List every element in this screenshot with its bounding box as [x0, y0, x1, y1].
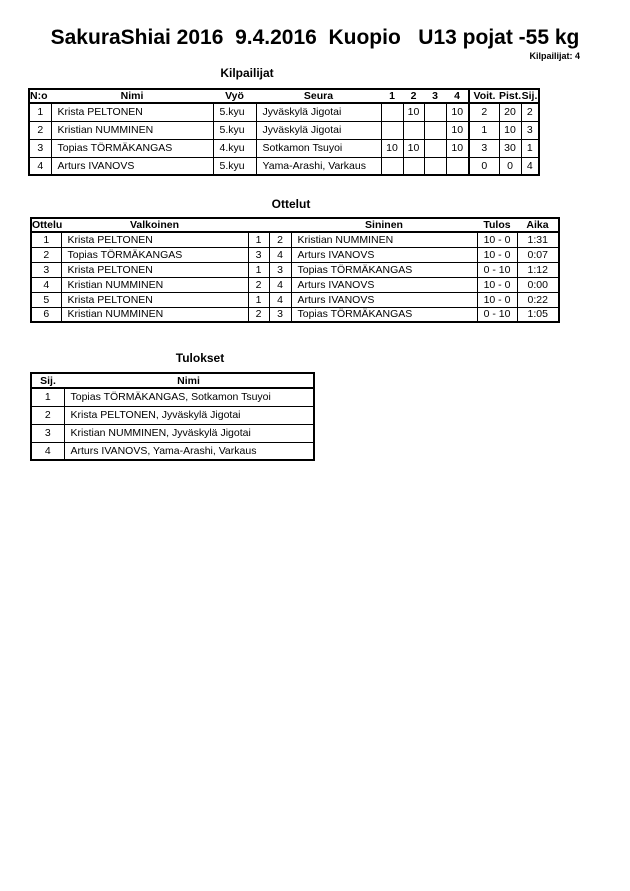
tulokset-header-sij: Sij.: [31, 373, 64, 388]
cell-result: 10 - 0: [477, 292, 517, 307]
tulokset-row: [31, 424, 314, 442]
cell-no: 2: [29, 121, 51, 139]
kilpailijat-header-seura: Seura: [256, 89, 381, 103]
ottelut-row: [31, 232, 559, 247]
cell-match3: [424, 139, 446, 157]
cell-result: 10 - 0: [477, 232, 517, 247]
kilpailijat-row: [29, 139, 539, 157]
cell-seura: Sotkamon Tsuyoi: [256, 139, 381, 157]
cell-match1: [381, 103, 403, 121]
cell-blue-name: Arturs IVANOVS: [291, 292, 477, 307]
tulokset-row: [31, 442, 314, 460]
ottelut-header-row: [31, 218, 559, 232]
ottelut-row: [31, 247, 559, 262]
cell-match3: [424, 103, 446, 121]
kilpailijat-header-sij: Sij.: [521, 90, 538, 102]
cell-blue-no: 4: [269, 277, 291, 292]
section-title-tulokset: Tulokset: [175, 351, 225, 365]
cell-result: 10 - 0: [477, 247, 517, 262]
cell-name-club: Kristian NUMMINEN, Jyväskylä Jigotai: [64, 424, 314, 442]
kilpailijat-row: [29, 103, 539, 121]
cell-sij: 2: [521, 103, 539, 121]
tulokset-row: [31, 388, 314, 406]
cell-result: 0 - 10: [477, 262, 517, 277]
cell-white-no: 2: [248, 277, 269, 292]
cell-nimi: Topias TÖRMÄKANGAS: [51, 139, 213, 157]
cell-voit: 1: [469, 121, 499, 139]
cell-match4: [446, 157, 469, 175]
kilpailijat-table: [28, 88, 540, 176]
kilpailijat-header-c3: 3: [424, 89, 446, 103]
ottelut-header-valkoinen: Valkoinen: [61, 218, 248, 232]
section-title-kilpailijat: Kilpailijat: [220, 66, 274, 80]
cell-match1: [381, 121, 403, 139]
kilpailijat-header-nimi: Nimi: [51, 89, 213, 103]
cell-no: 4: [29, 157, 51, 175]
competitor-count-label: Kilpailijat: 4: [529, 51, 580, 61]
cell-nimi: Kristian NUMMINEN: [51, 121, 213, 139]
cell-name-club: Topias TÖRMÄKANGAS, Sotkamon Tsuyoi: [64, 388, 314, 406]
cell-blue-name: Arturs IVANOVS: [291, 247, 477, 262]
cell-time: 1:05: [517, 307, 559, 322]
kilpailijat-header-c2: 2: [403, 89, 424, 103]
cell-result: 0 - 10: [477, 307, 517, 322]
cell-place: 4: [31, 442, 64, 460]
cell-match-no: 6: [31, 307, 61, 322]
cell-match4: 10: [446, 103, 469, 121]
cell-name-club: Krista PELTONEN, Jyväskylä Jigotai: [64, 406, 314, 424]
kilpailijat-header-pist: Pist.: [499, 90, 522, 102]
cell-place: 3: [31, 424, 64, 442]
cell-blue-no: 2: [269, 232, 291, 247]
cell-voit: 0: [469, 157, 499, 175]
cell-seura: Jyväskylä Jigotai: [256, 103, 381, 121]
kilpailijat-header-row: [29, 89, 539, 103]
cell-white-name: Topias TÖRMÄKANGAS: [61, 247, 248, 262]
cell-white-name: Krista PELTONEN: [61, 292, 248, 307]
cell-vyo: 5.kyu: [213, 103, 256, 121]
cell-match2: 10: [403, 103, 424, 121]
cell-match-no: 1: [31, 232, 61, 247]
cell-blue-no: 3: [269, 262, 291, 277]
cell-match3: [424, 121, 446, 139]
cell-seura: Jyväskylä Jigotai: [256, 121, 381, 139]
ottelut-row: [31, 307, 559, 322]
cell-white-name: Krista PELTONEN: [61, 262, 248, 277]
cell-blue-name: Topias TÖRMÄKANGAS: [291, 262, 477, 277]
cell-place: 2: [31, 406, 64, 424]
tulokset-row: [31, 406, 314, 424]
kilpailijat-header-c1: 1: [381, 89, 403, 103]
ottelut-header-bno: [269, 218, 291, 232]
tulokset-header-nimi: Nimi: [64, 373, 314, 388]
ottelut-header-aika: Aika: [517, 218, 559, 232]
cell-match1: [381, 157, 403, 175]
cell-white-name: Krista PELTONEN: [61, 232, 248, 247]
cell-sij: 4: [521, 157, 539, 175]
cell-white-no: 3: [248, 247, 269, 262]
cell-white-no: 2: [248, 307, 269, 322]
cell-white-no: 1: [248, 262, 269, 277]
cell-match1: 10: [381, 139, 403, 157]
cell-seura: Yama-Arashi, Varkaus: [256, 157, 381, 175]
cell-nimi: Arturs IVANOVS: [51, 157, 213, 175]
cell-pist: 0: [499, 157, 521, 175]
cell-vyo: 4.kyu: [213, 139, 256, 157]
cell-result: 10 - 0: [477, 277, 517, 292]
cell-time: 0:07: [517, 247, 559, 262]
cell-voit: 2: [469, 103, 499, 121]
cell-time: 0:22: [517, 292, 559, 307]
cell-white-no: 1: [248, 232, 269, 247]
cell-white-name: Kristian NUMMINEN: [61, 307, 248, 322]
ottelut-row: [31, 262, 559, 277]
cell-blue-name: Kristian NUMMINEN: [291, 232, 477, 247]
cell-sij: 1: [521, 139, 539, 157]
ottelut-header-wno: [248, 218, 269, 232]
cell-time: 0:00: [517, 277, 559, 292]
cell-blue-no: 4: [269, 292, 291, 307]
kilpailijat-header-c4: 4: [446, 89, 469, 103]
section-title-ottelut: Ottelut: [271, 197, 311, 211]
tulokset-header-row: [31, 373, 314, 388]
page-title: SakuraShiai 2016 9.4.2016 Kuopio U13 pojat -55 kg: [50, 26, 580, 49]
cell-pist: 10: [499, 121, 521, 139]
cell-blue-no: 3: [269, 307, 291, 322]
ottelut-row: [31, 277, 559, 292]
cell-match4: 10: [446, 139, 469, 157]
cell-match2: [403, 157, 424, 175]
cell-time: 1:12: [517, 262, 559, 277]
cell-name-club: Arturs IVANOVS, Yama-Arashi, Varkaus: [64, 442, 314, 460]
cell-match3: [424, 157, 446, 175]
ottelut-header-sininen: Sininen: [291, 218, 477, 232]
cell-vyo: 5.kyu: [213, 121, 256, 139]
kilpailijat-row: [29, 157, 539, 175]
cell-blue-name: Topias TÖRMÄKANGAS: [291, 307, 477, 322]
cell-white-name: Kristian NUMMINEN: [61, 277, 248, 292]
cell-time: 1:31: [517, 232, 559, 247]
cell-match-no: 4: [31, 277, 61, 292]
cell-pist: 20: [499, 103, 521, 121]
cell-match-no: 5: [31, 292, 61, 307]
cell-blue-no: 4: [269, 247, 291, 262]
cell-match-no: 3: [31, 262, 61, 277]
cell-match4: 10: [446, 121, 469, 139]
cell-sij: 3: [521, 121, 539, 139]
cell-pist: 30: [499, 139, 521, 157]
cell-white-no: 1: [248, 292, 269, 307]
kilpailijat-header-no: N:o: [29, 89, 51, 103]
kilpailijat-header-voit: Voit.: [469, 89, 499, 103]
cell-vyo: 5.kyu: [213, 157, 256, 175]
ottelut-header-ottelu: Ottelu: [32, 219, 63, 231]
ottelut-table: [30, 217, 560, 323]
tulokset-table: [30, 372, 315, 461]
cell-blue-name: Arturs IVANOVS: [291, 277, 477, 292]
cell-match2: 10: [403, 139, 424, 157]
cell-place: 1: [31, 388, 64, 406]
cell-no: 1: [29, 103, 51, 121]
kilpailijat-header-vyo: Vyö: [213, 89, 256, 103]
cell-nimi: Krista PELTONEN: [51, 103, 213, 121]
ottelut-row: [31, 292, 559, 307]
cell-voit: 3: [469, 139, 499, 157]
cell-match2: [403, 121, 424, 139]
cell-no: 3: [29, 139, 51, 157]
cell-match-no: 2: [31, 247, 61, 262]
ottelut-header-tulos: Tulos: [477, 218, 517, 232]
kilpailijat-row: [29, 121, 539, 139]
